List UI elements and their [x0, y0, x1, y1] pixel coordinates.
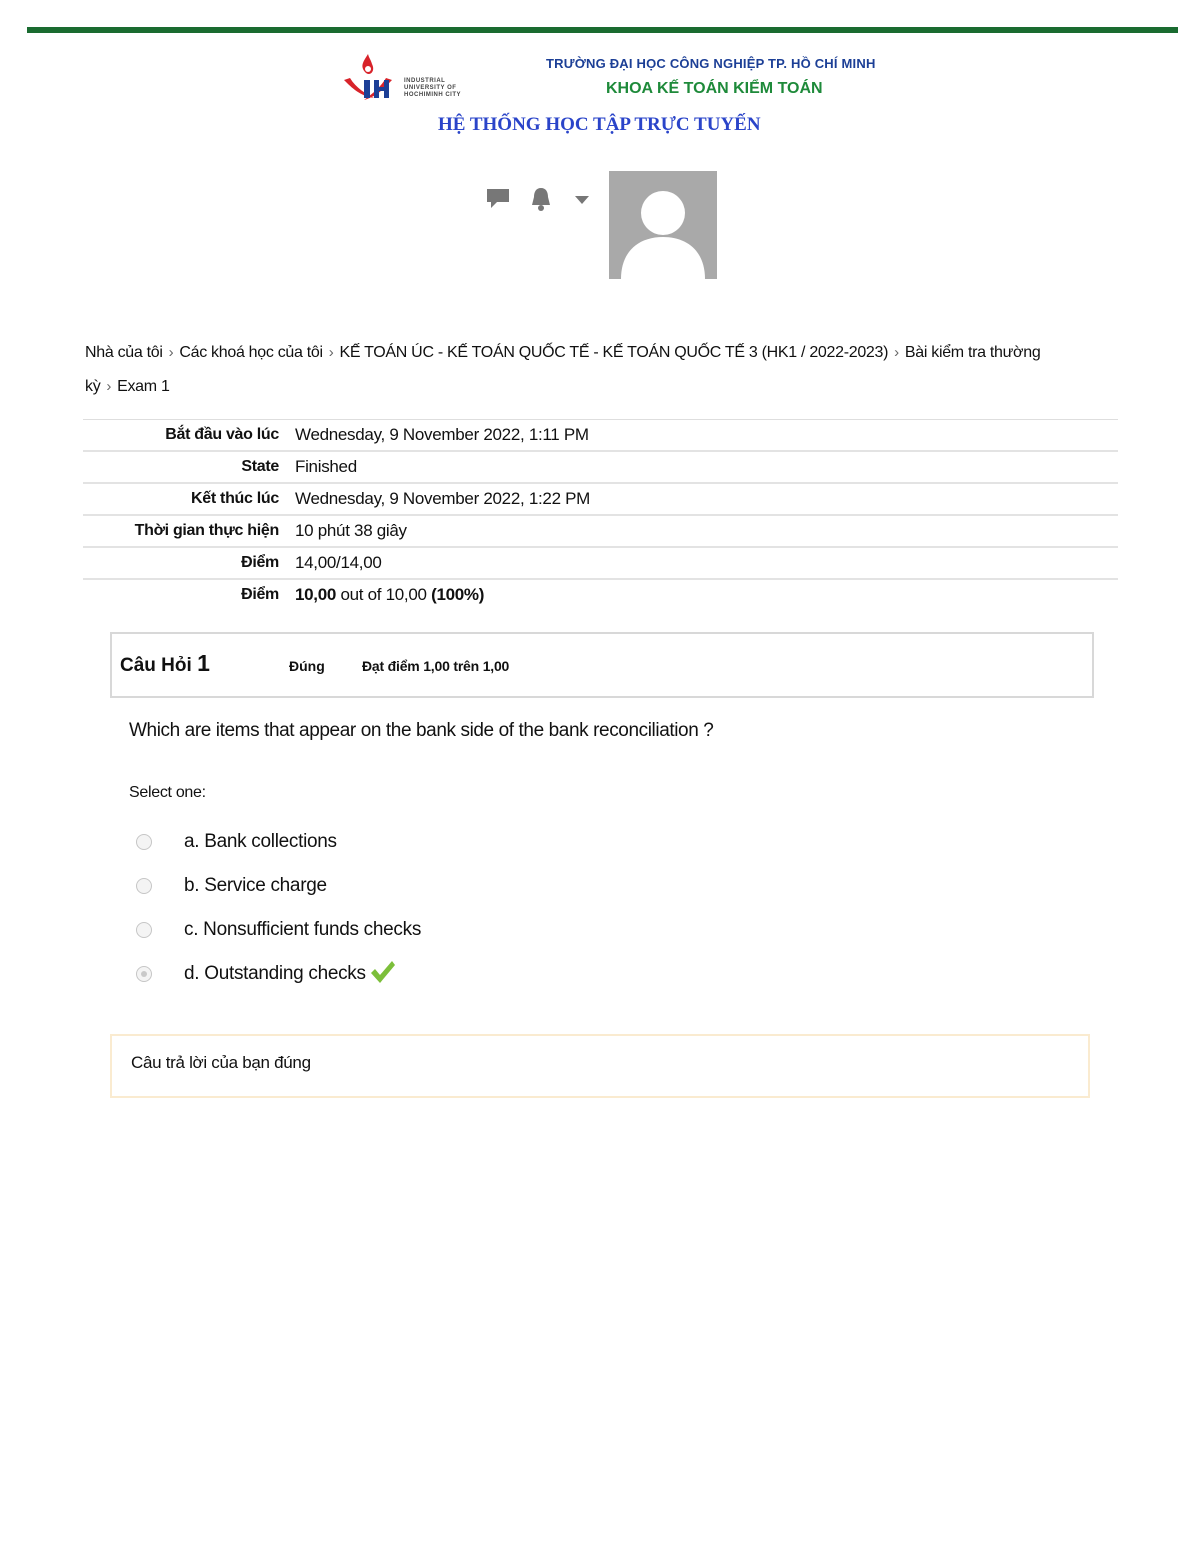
summary-row-completed — [83, 484, 1118, 516]
question-prefix: Câu Hỏi — [120, 655, 192, 676]
feedback-text: Câu trả lời của bạn đúng — [131, 1053, 311, 1072]
breadcrumb-section[interactable]: Bài kiểm tra thường kỳ — [85, 344, 1041, 395]
summary-value: Wednesday, 9 November 2022, 1:11 PM — [295, 425, 589, 444]
select-prompt: Select one: — [129, 784, 206, 801]
summary-row-started — [83, 420, 1118, 452]
summary-row-duration — [83, 516, 1118, 548]
summary-value: Wednesday, 9 November 2022, 1:22 PM — [295, 489, 591, 508]
notifications-bell-icon[interactable] — [528, 186, 554, 217]
top-accent-bar — [27, 27, 1178, 33]
logo-text: INDUSTRIAL UNIVERSITY OF HOCHIMINH CITY — [404, 78, 461, 98]
university-name: TRƯỜNG ĐẠI HỌC CÔNG NGHIỆP TP. HỒ CHÍ MINH — [546, 56, 876, 71]
summary-value: Finished — [295, 457, 357, 476]
answer-label[interactable]: a. Bank collections — [184, 831, 337, 852]
grade-out-of: out of 10,00 — [336, 585, 432, 604]
radio-button[interactable] — [136, 922, 152, 938]
summary-value: 10 phút 38 giây — [295, 521, 407, 540]
summary-label: Kết thúc lúc — [191, 490, 279, 507]
answer-label[interactable]: c. Nonsufficient funds checks — [184, 919, 422, 940]
summary-label: Điểm — [241, 554, 279, 571]
checkmark-icon — [370, 960, 396, 989]
question-text: Which are items that appear on the bank side of the bank reconciliation ? — [129, 720, 714, 741]
radio-button[interactable] — [136, 834, 152, 850]
question-number — [120, 650, 210, 677]
user-menu-caret-icon[interactable] — [575, 192, 589, 210]
question-info-box — [110, 632, 1094, 698]
grade-percent: (100%) — [431, 585, 485, 604]
chevron-right-icon: › — [328, 344, 334, 361]
avatar[interactable] — [609, 171, 717, 279]
breadcrumb-my-courses[interactable]: Các khoá học của tôi — [179, 344, 323, 361]
summary-label: Thời gian thực hiện — [134, 522, 279, 539]
question-state: Đúng — [289, 658, 325, 674]
breadcrumb-home[interactable]: Nhà của tôi — [85, 344, 163, 361]
question-num: 1 — [197, 650, 210, 676]
default-user-avatar — [609, 171, 717, 279]
answer-option-b[interactable] — [136, 864, 421, 908]
summary-label: State — [241, 458, 279, 475]
summary-label: Bắt đầu vào lúc — [165, 426, 279, 443]
question-grade: Đạt điểm 1,00 trên 1,00 — [362, 658, 510, 674]
answer-list — [136, 820, 421, 996]
chevron-right-icon: › — [106, 378, 112, 395]
answer-label[interactable]: d. Outstanding checks — [184, 963, 366, 984]
faculty-name: KHOA KẾ TOÁN KIỂM TOÁN — [606, 80, 823, 97]
messages-icon[interactable] — [486, 186, 510, 217]
answer-option-c[interactable] — [136, 908, 421, 952]
answer-option-d[interactable] — [136, 952, 421, 996]
summary-value: 14,00/14,00 — [295, 553, 382, 572]
attempt-summary-table — [83, 419, 1118, 610]
summary-label: Điểm — [241, 586, 279, 603]
answer-label[interactable]: b. Service charge — [184, 875, 327, 896]
radio-button-selected[interactable] — [136, 966, 152, 982]
summary-row-state — [83, 452, 1118, 484]
answer-option-a[interactable] — [136, 820, 421, 864]
breadcrumb-course[interactable]: KẾ TOÁN ÚC - KẾ TOÁN QUỐC TẾ - KẾ TOÁN QUỐC TẾ 3 (HK1 / 2022-2023) — [339, 344, 889, 361]
breadcrumb — [85, 336, 1105, 404]
system-name[interactable]: HỆ THỐNG HỌC TẬP TRỰC TUYẾN — [438, 114, 761, 135]
chevron-right-icon: › — [168, 344, 174, 361]
feedback-box — [110, 1034, 1090, 1098]
summary-row-marks — [83, 548, 1118, 580]
chevron-right-icon: › — [894, 344, 899, 361]
breadcrumb-exam[interactable]: Exam 1 — [117, 378, 170, 395]
summary-value — [295, 585, 484, 605]
summary-row-grade — [83, 580, 1118, 610]
grade-score: 10,00 — [295, 585, 337, 604]
radio-button[interactable] — [136, 878, 152, 894]
